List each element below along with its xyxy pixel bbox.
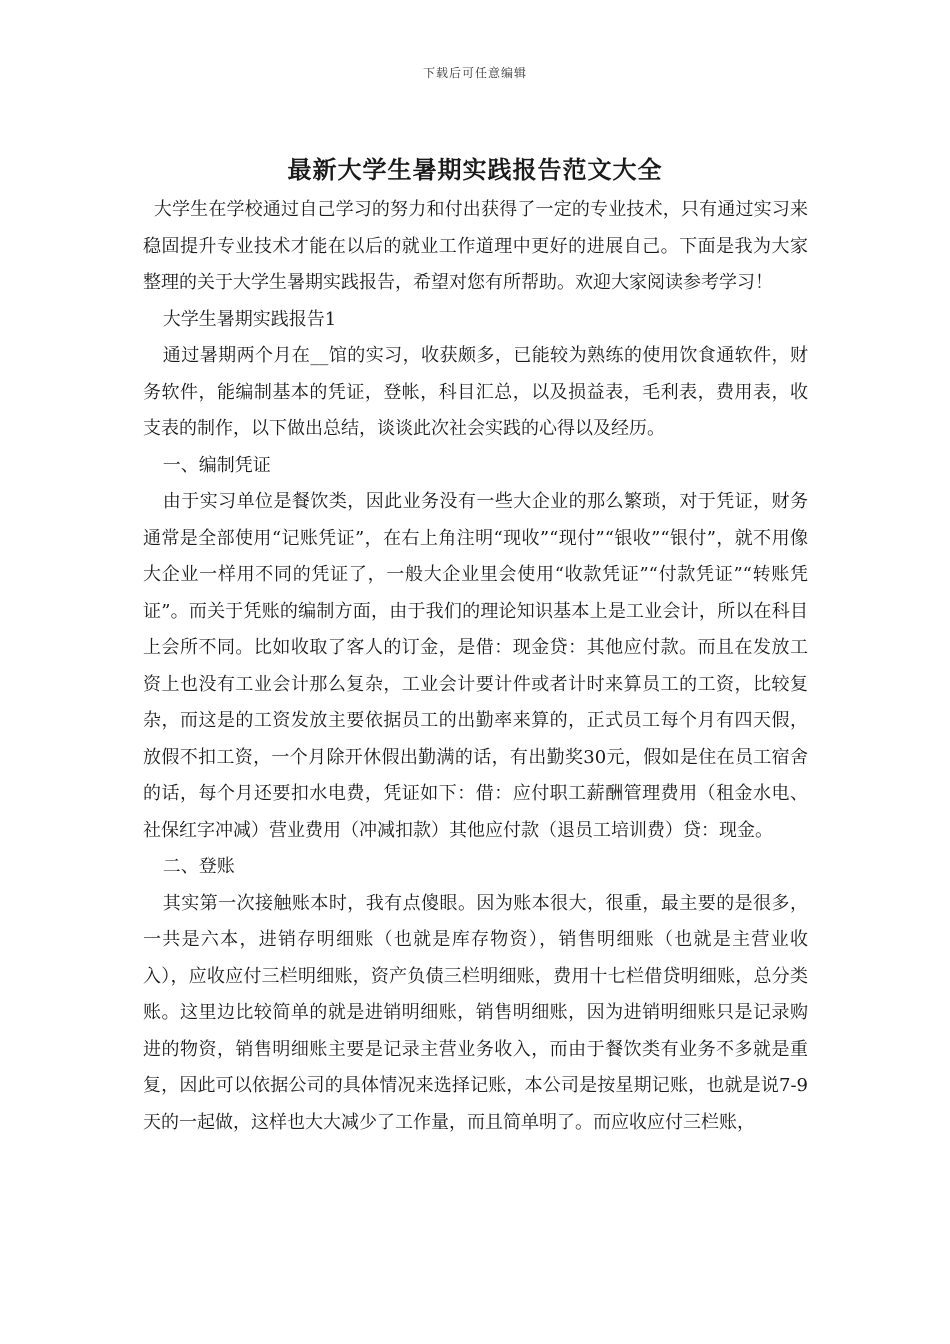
document-title: 最新大学生暑期实践报告范文大全 xyxy=(287,155,663,184)
intro-paragraph: 大学生在学校通过自己学习的努力和付出获得了一定的专业技术，只有通过实习来稳固提升专业技术才能在以后的就业工作道理中更好的进展自己。下面是我为大家整理的关于大学生暑期实践报告，希望对您有所帮助。欢迎大家阅读参考学习！ xyxy=(143,199,808,293)
section-heading-ledger: 二、登账 xyxy=(162,856,235,877)
body-paragraph-vouchers: 由于实习单位是餐饮类，因此业务没有一些大企业的那么繁琐，对于凭证，财务通常是全部使用“记账凭证”，在右上角注明“现收”“现付”“银收”“银付”，就不用像大企业一样用不同的凭证了，一般大企业里会使用“收款凭证”“付款凭证”“转账凭证”。而关于凭账的编制方面，由于我们的理论知识基本上是工业会计，所以在科目上会所不同。比如收取了客人的订金，是借：现金贷：其他应付款。而且在发放工资上也没有工业会计那么复杂，工业会计要计件或者计时来算员工的工资，比较复杂，而这是的工资发放主要依据员工的出勤率来算的，正式员工每个月有四天假，放假不扣工资，一个月除开休假出勤满的话，有出勤奖30元，假如是住在员工宿舍的话，每个月还要扣水电费，凭证如下：借：应付职工薪酬管理费用（租金水电、社保红字冲减）营业费用（冲减扣款）其他应付款（退员工培训费）贷：现金。 xyxy=(143,491,808,841)
header-note: 下载后可任意编辑 xyxy=(422,66,527,80)
section-heading-report-1: 大学生暑期实践报告1 xyxy=(162,308,337,330)
body-paragraph-summary: 通过暑期两个月在__馆的实习，收获颇多，已能较为熟练的使用饮食通软件，财务软件，能编制基本的凭证，登帐，科目汇总，以及损益表，毛利表，费用表，收支表的制作，以下做出总结，谈谈此次社会实践的心得以及经历。 xyxy=(143,345,808,439)
body-paragraph-ledger: 其实第一次接触账本时，我有点傻眼。因为账本很大，很重，最主要的是很多，一共是六本，进销存明细账（也就是库存物资），销售明细账（也就是主营业收入），应收应付三栏明细账，资产负债三栏明细账，费用十七栏借贷明细账，总分类账。这里边比较简单的就是进销明细账，销售明细账，因为进销明细账只是记录购进的物资，销售明细账主要是记录主营业务收入，而由于餐饮类有业务不多就是重复，因此可以依据公司的具体情况来选择记账，本公司是按星期记账，也就是说7-9天的一起做，这样也大大减少了工作量，而且简单明了。而应收应付三栏账， xyxy=(143,892,808,1133)
document-body xyxy=(143,192,808,1141)
section-heading-vouchers: 一、编制凭证 xyxy=(162,454,271,476)
